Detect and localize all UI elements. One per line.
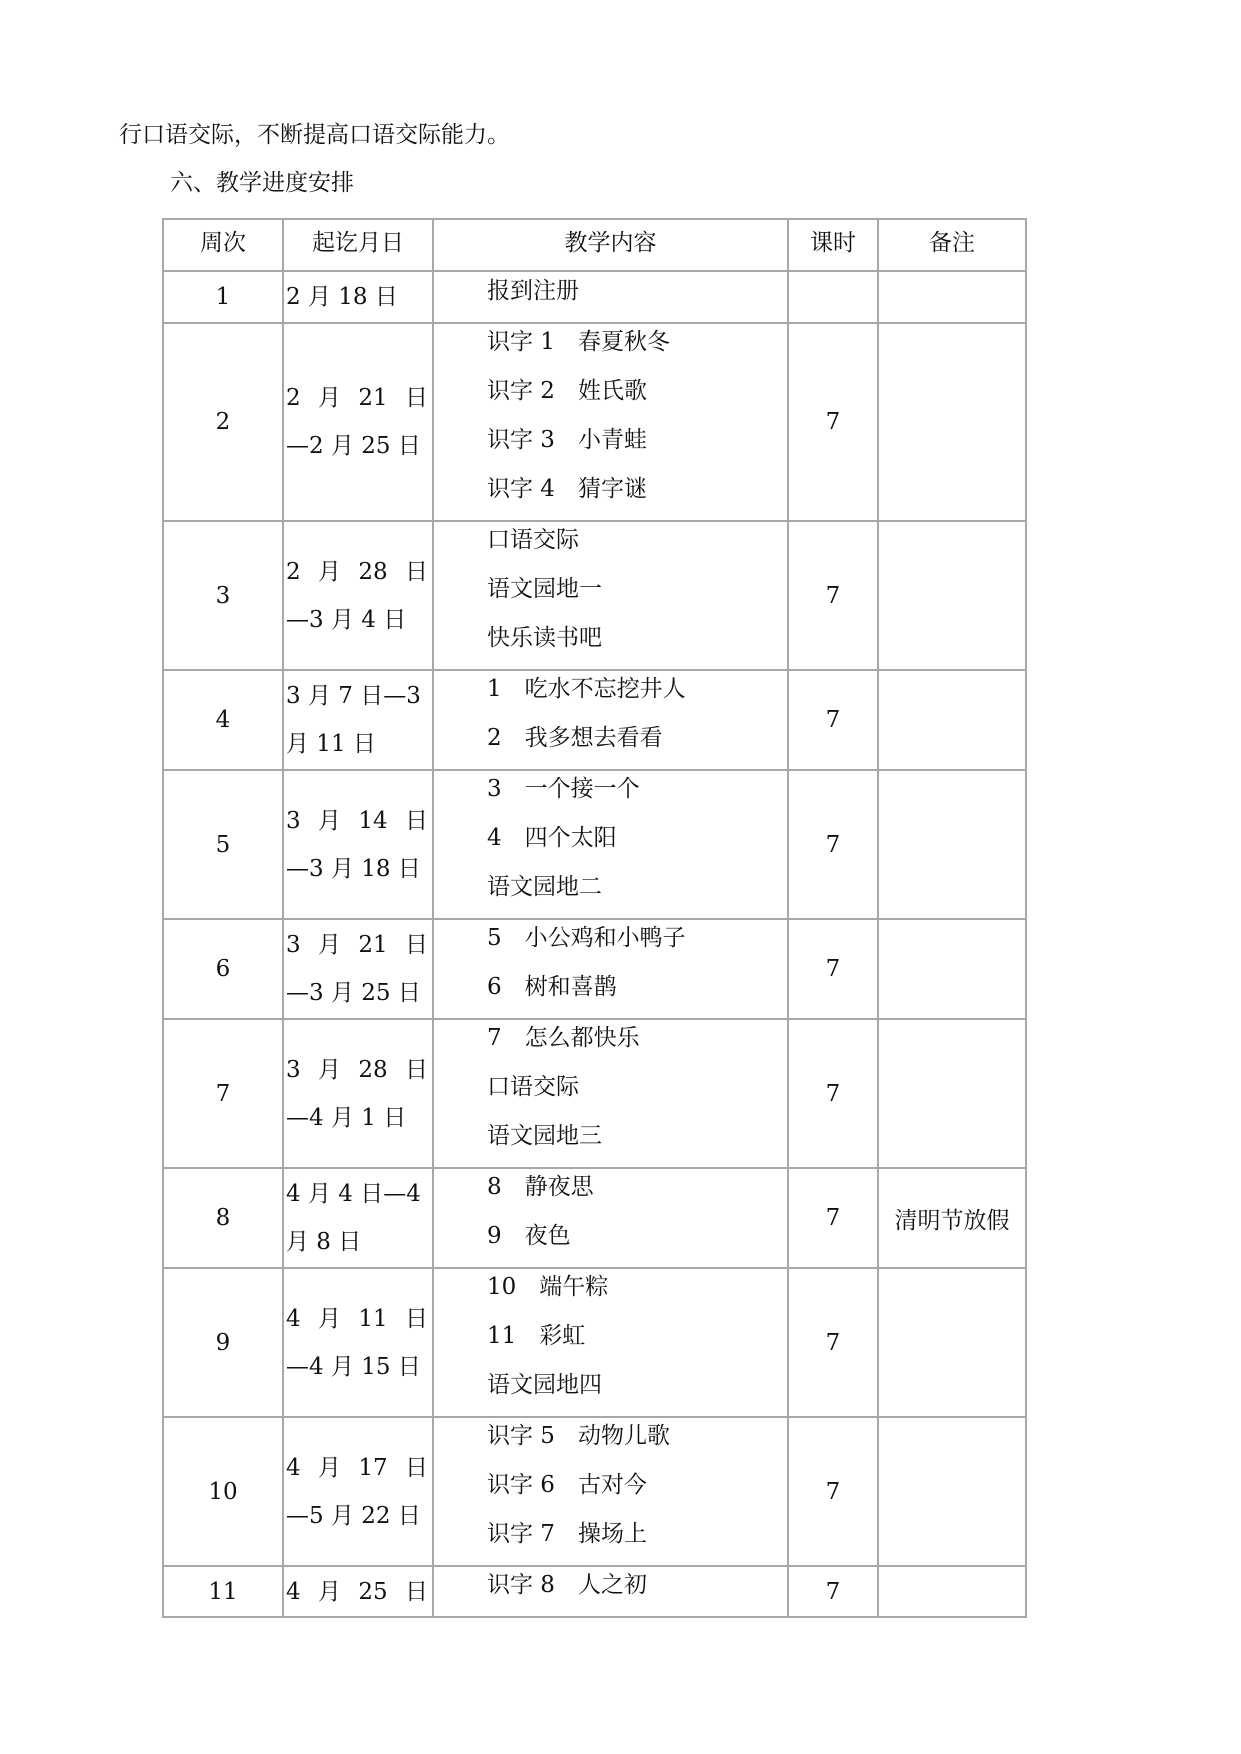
- cell-hours: 7: [788, 323, 878, 521]
- content-line: 3 一个接一个: [487, 776, 640, 802]
- cell-note: [878, 1417, 1026, 1566]
- content-line: 口语交际: [487, 527, 579, 553]
- cell-week: 11: [163, 1566, 283, 1617]
- header-hours: 课时: [788, 219, 878, 271]
- header-notes: 备注: [878, 219, 1026, 271]
- table-row: [163, 1566, 1026, 1617]
- cell-dates: [283, 1417, 433, 1566]
- schedule-table: [162, 218, 1027, 1618]
- date-token: 月: [318, 1454, 341, 1481]
- content-line: 1 吃水不忘挖井人: [487, 676, 686, 702]
- cell-week: 8: [163, 1168, 283, 1268]
- date-token: 日: [405, 932, 428, 958]
- cell-note: [878, 1566, 1026, 1617]
- date-token: 月: [318, 932, 341, 958]
- date-line-2: —3 月 25 日: [286, 980, 421, 1006]
- date-line-1: [286, 1568, 432, 1616]
- cell-dates: [283, 919, 433, 1019]
- content-line: 10 端午粽: [487, 1274, 609, 1300]
- header-content: 教学内容: [433, 219, 788, 271]
- table-header-row: [163, 219, 1026, 271]
- date-token: 月: [318, 1305, 341, 1332]
- content-line: 4 四个太阳: [487, 825, 617, 851]
- content-line: 快乐读书吧: [487, 625, 602, 651]
- content-line: 识字 1 春夏秋冬: [487, 329, 670, 355]
- content-line: 8 静夜思: [487, 1174, 594, 1200]
- content-line: 识字 6 古对今: [487, 1472, 647, 1498]
- cell-dates: [283, 271, 433, 323]
- cell-hours: 7: [788, 521, 878, 670]
- cell-note: 清明节放假: [878, 1168, 1026, 1268]
- date-line-1: [286, 797, 432, 845]
- date-line-2: —3 月 18 日: [286, 855, 421, 882]
- date-token: 28: [358, 558, 388, 585]
- table-row: [163, 1168, 1026, 1268]
- table-row: [163, 271, 1026, 323]
- date-token: 14: [358, 807, 388, 834]
- date-token: 月: [318, 807, 341, 834]
- cell-note: [878, 770, 1026, 919]
- cell-note: [878, 1268, 1026, 1417]
- cell-week: 3: [163, 521, 283, 670]
- cell-content: [433, 919, 788, 1019]
- cell-content: [433, 323, 788, 521]
- cell-week: 6: [163, 919, 283, 1019]
- cell-dates: [283, 670, 433, 770]
- content-line: 识字 3 小青蛙: [487, 427, 647, 453]
- table-row: [163, 770, 1026, 919]
- date-line-1: [286, 548, 432, 596]
- date-token: 28: [358, 1056, 388, 1083]
- content-line: 语文园地二: [487, 874, 602, 900]
- cell-week: 2: [163, 323, 283, 521]
- date-token: 4 月 4 日—4: [286, 1181, 421, 1207]
- content-line: 6 树和喜鹊: [487, 974, 617, 1000]
- date-token: 日: [405, 558, 428, 585]
- cell-dates: [283, 770, 433, 919]
- date-token: 日: [405, 1305, 428, 1332]
- cell-hours: 7: [788, 770, 878, 919]
- date-line-1: [286, 1295, 432, 1343]
- cell-week: 9: [163, 1268, 283, 1417]
- cell-week: 4: [163, 670, 283, 770]
- content-line: 报到注册: [487, 277, 579, 304]
- table-row: [163, 1417, 1026, 1566]
- cell-hours: 7: [788, 1268, 878, 1417]
- date-token: 25: [358, 1578, 388, 1605]
- header-week: 周次: [163, 219, 283, 271]
- date-line-1: [286, 1046, 432, 1094]
- cell-content: [433, 670, 788, 770]
- date-token: 3: [286, 1056, 301, 1083]
- content-line: 语文园地四: [487, 1372, 602, 1398]
- date-token: 21: [358, 385, 388, 411]
- cell-note: [878, 1019, 1026, 1168]
- date-token: 2 月 18 日: [286, 284, 398, 310]
- cell-hours: 7: [788, 1168, 878, 1268]
- cell-dates: [283, 1268, 433, 1417]
- cell-dates: [283, 323, 433, 521]
- table-body: [163, 271, 1026, 1617]
- date-token: 日: [405, 1454, 428, 1481]
- cell-content: [433, 521, 788, 670]
- date-token: 4: [286, 1454, 301, 1481]
- date-line-2: —4 月 15 日: [286, 1353, 421, 1380]
- date-token: 3 月 7 日—3: [286, 683, 421, 709]
- date-token: 日: [405, 1578, 428, 1605]
- date-line-1: [286, 921, 432, 969]
- date-token: 21: [358, 932, 388, 958]
- section-heading: 六、教学进度安排: [170, 170, 354, 196]
- cell-hours: 7: [788, 1019, 878, 1168]
- content-line: 2 我多想去看看: [487, 725, 663, 751]
- date-token: 2: [286, 385, 301, 411]
- cell-note: [878, 670, 1026, 770]
- date-token: 11: [358, 1305, 388, 1332]
- cell-dates: [283, 1168, 433, 1268]
- date-token: 2: [286, 558, 301, 585]
- cell-dates: [283, 1019, 433, 1168]
- content-line: 9 夜色: [487, 1223, 571, 1249]
- table-row: [163, 323, 1026, 521]
- content-line: 识字 2 姓氏歌: [487, 378, 647, 404]
- cell-note: [878, 323, 1026, 521]
- cell-dates: [283, 1566, 433, 1617]
- table-row: [163, 1019, 1026, 1168]
- intro-paragraph: 行口语交际，不断提高口语交际能力。: [119, 122, 510, 148]
- date-line-2: —4 月 1 日: [286, 1104, 407, 1131]
- cell-content: [433, 770, 788, 919]
- date-token: 月: [318, 1056, 341, 1083]
- date-token: 日: [405, 807, 428, 834]
- date-token: 17: [358, 1454, 388, 1481]
- cell-hours: 7: [788, 1417, 878, 1566]
- date-line-2: —3 月 4 日: [286, 606, 407, 633]
- cell-week: 10: [163, 1417, 283, 1566]
- date-token: 4: [286, 1578, 301, 1605]
- table-row: [163, 919, 1026, 1019]
- table-row: [163, 670, 1026, 770]
- content-line: 识字 8 人之初: [487, 1572, 647, 1598]
- date-token: 日: [405, 385, 428, 411]
- cell-note: [878, 521, 1026, 670]
- cell-hours: 7: [788, 1566, 878, 1617]
- cell-note: [878, 271, 1026, 323]
- date-line-2: 月 11 日: [286, 731, 376, 757]
- content-line: 语文园地三: [487, 1123, 602, 1149]
- content-line: 11 彩虹: [487, 1323, 586, 1349]
- cell-week: 7: [163, 1019, 283, 1168]
- date-token: 月: [318, 558, 341, 585]
- date-line-1: [286, 374, 432, 422]
- date-line-2: —2 月 25 日: [286, 433, 421, 459]
- date-token: 月: [318, 385, 341, 411]
- cell-content: [433, 1566, 788, 1617]
- date-token: 月: [318, 1578, 341, 1605]
- cell-hours: 7: [788, 670, 878, 770]
- date-line-1: [286, 1444, 432, 1492]
- cell-content: [433, 271, 788, 323]
- date-token: 日: [405, 1056, 428, 1083]
- cell-content: [433, 1168, 788, 1268]
- date-line-1: [286, 273, 432, 321]
- cell-content: [433, 1417, 788, 1566]
- cell-week: 1: [163, 271, 283, 323]
- cell-content: [433, 1268, 788, 1417]
- cell-hours: 7: [788, 919, 878, 1019]
- cell-dates: [283, 521, 433, 670]
- date-line-2: 月 8 日: [286, 1229, 362, 1255]
- date-line-1: [286, 1170, 432, 1218]
- date-token: 4: [286, 1305, 301, 1332]
- cell-hours: [788, 271, 878, 323]
- date-token: 3: [286, 932, 301, 958]
- content-line: 识字 5 动物儿歌: [487, 1423, 670, 1449]
- content-line: 口语交际: [487, 1074, 579, 1100]
- content-line: 语文园地一: [487, 576, 602, 602]
- date-token: 3: [286, 807, 301, 834]
- table-row: [163, 1268, 1026, 1417]
- cell-note: [878, 919, 1026, 1019]
- date-line-2: —5 月 22 日: [286, 1502, 421, 1529]
- content-line: 7 怎么都快乐: [487, 1025, 640, 1051]
- header-dates: 起讫月日: [283, 219, 433, 271]
- cell-week: 5: [163, 770, 283, 919]
- table-row: [163, 521, 1026, 670]
- content-line: 5 小公鸡和小鸭子: [487, 925, 686, 951]
- cell-content: [433, 1019, 788, 1168]
- date-line-1: [286, 672, 432, 720]
- content-line: 识字 7 操场上: [487, 1521, 647, 1547]
- content-line: 识字 4 猜字谜: [487, 476, 647, 502]
